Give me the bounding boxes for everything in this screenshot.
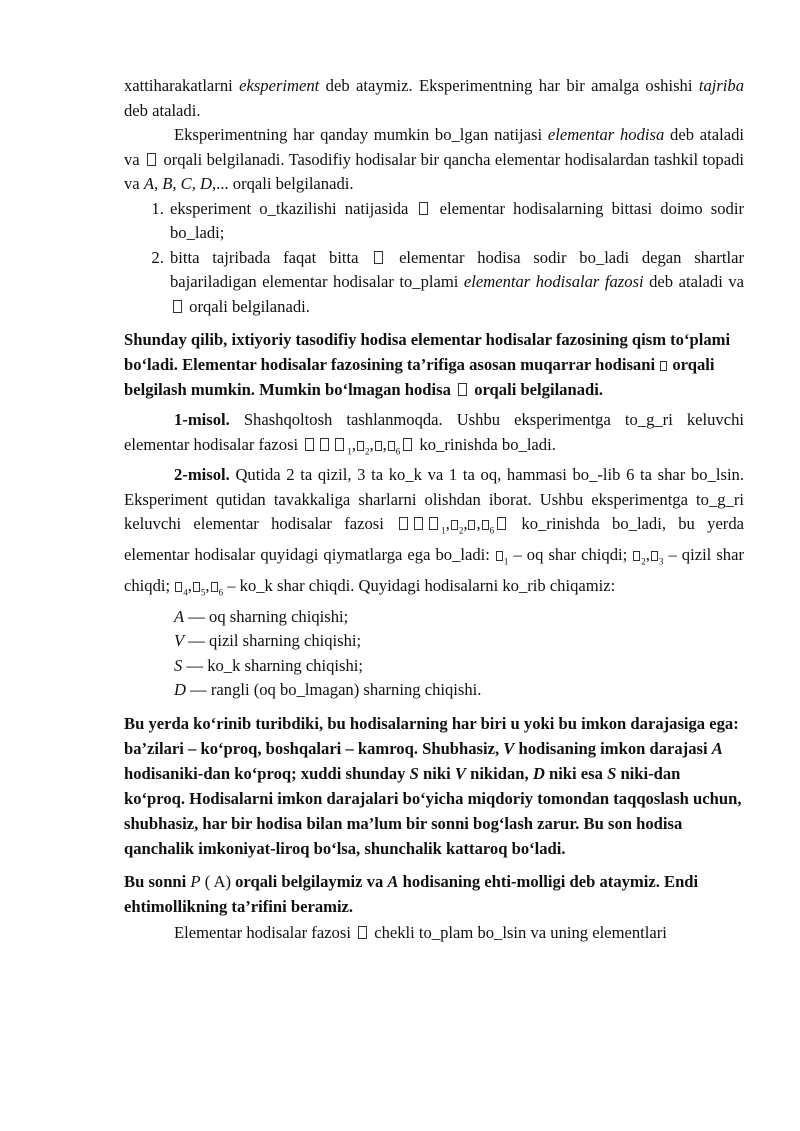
missing-glyph-box (414, 517, 423, 530)
subscript: 5 (200, 587, 206, 598)
example-2: 2-misol. Qutida 2 ta qizil, 3 ta ko_k va 1 ta oq, hammasi bo_-lib 6 ta shar bo_lsin. Eksperiment qutidan tavakkaliga sharlarni olishdan iborat. Ushbu eksperimentga to_g_ri keluvchi elementar hodisalar fazosi $_1$, $_2$, , $_6$ ko_rinishda bo_ladi, bu yerda elementar hodisalar quyidagi qiymatlarga ega bo_ladi: $_1$ – oq shar chiqdi; $_2$, $_3$ – qizil shar chiqdi; $_4$, $_5$, $_6$ – ko_k shar chiqdi. Quyidagi hodisalarni ko_rib chiqamiz: (124, 465, 744, 598)
text: Bu sonni (124, 871, 191, 891)
subscript: 2 (641, 556, 646, 567)
text: ... orqali belgilanadi. (216, 174, 354, 193)
text: — ko_k sharning chiqishi; (182, 655, 363, 675)
bold-paragraph-subsets (124, 327, 744, 402)
term-eksperiment: eksperiment (239, 76, 320, 95)
text: Eksperimentning har qanday mumkin bo_lgan natijasi (174, 125, 548, 144)
subscript: 1 (441, 525, 446, 536)
text: deb ataladi va (643, 272, 744, 291)
event-letter: V (503, 738, 515, 758)
text: — qizil sharning chiqishi; (184, 631, 362, 651)
subscript: 4 (183, 587, 188, 598)
subscript: 3 (658, 556, 664, 567)
missing-glyph-box (320, 438, 329, 451)
text: — oq sharning chiqishi; (184, 606, 349, 626)
subscript: 6 (489, 525, 495, 536)
event-line (124, 629, 744, 654)
paragraph-elementary-event (124, 123, 744, 197)
missing-glyph-box (419, 202, 428, 215)
text: elementar hodisa sodir bo_ladi degan shartlar bajariladigan elementar hodisalar to_plami (170, 247, 745, 291)
events-list (124, 605, 744, 703)
bold-paragraph-probability (124, 869, 744, 919)
event-letter: S (607, 763, 617, 783)
text: Bu yerda ko‘rinib turibdiki, bu hodisalarning har biri u yoki bu imkon darajasiga ega: ba’zilari – ko‘proq, boshqalari – kamroq. Shubhasiz, (124, 713, 739, 758)
subscript: 6 (218, 587, 224, 598)
subscript: 6 (395, 445, 401, 456)
text: niki-dan ko‘proq. Hodisalarni imkon darajalari bo‘yicha miqdoriy tomondan taqqoslash uchun, shubhasiz, har bir hodisa bilan ma’lum bir sonni bog‘lash zarur. Bu son hodisa qanchalik imkoniyat-liroq bo‘lsa, shunchalik kattaroq bo‘ladi. (124, 763, 742, 858)
text: — rangli (oq bo_lmagan) sharning chiqishi. (185, 680, 482, 700)
missing-glyph-box (651, 551, 658, 561)
event-letter: A (387, 871, 399, 891)
missing-glyph-box (403, 438, 412, 451)
event-letters: A, B, C, D, (143, 174, 217, 193)
missing-glyph-box (305, 438, 314, 451)
event-letter: V (174, 631, 185, 651)
event-line (124, 678, 744, 703)
text: orqali belgilash mumkin. Mumkin bo‘lmagan hodisa (124, 355, 715, 399)
text: Qutida 2 ta qizil, 3 ta ko_k va 1 ta oq, hammasi bo_-lib 6 ta shar bo_lsin. Eksperiment qutidan tavakkaliga sharlarni olishdan iborat. Ushbu eksperimentga to_g_ri keluvchi elementar hodisalar fazosi (124, 465, 744, 534)
missing-glyph-box (375, 441, 382, 451)
text: ( A) (200, 871, 231, 891)
text: – oq shar chiqdi; (508, 545, 633, 565)
missing-glyph-box (633, 551, 640, 561)
text: Shunday qilib, ixtiyoriy tasodifiy hodisa elementar hodisalar fazosining qism to‘plami bo‘ladi. Elementar hodisalar fazosining ta’rifiga asosan muqarrar hodisani (124, 330, 731, 374)
text: elementar hodisalarning bittasi doimo sodir bo_ladi; (170, 198, 744, 242)
event-line (124, 654, 744, 679)
missing-glyph-box (429, 517, 438, 530)
list-item (168, 197, 744, 246)
missing-glyph-box (374, 251, 383, 264)
subscript: 2 (364, 445, 370, 456)
missing-glyph-box (358, 926, 367, 939)
subscript: 1 (347, 445, 352, 456)
text: eksperiment o_tkazilishi natijasida (170, 198, 417, 218)
event-letter: S (174, 655, 183, 675)
subscript: 1 (503, 556, 509, 567)
missing-glyph-box (660, 361, 667, 371)
term-tajriba: tajriba (698, 76, 745, 95)
missing-glyph-box (451, 520, 458, 530)
missing-glyph-box (497, 517, 506, 530)
text: orqali belgilanadi. (470, 380, 603, 399)
missing-glyph-box (496, 551, 503, 561)
text: hodisaniki-dan ko‘proq; xuddi shunday (124, 763, 410, 783)
text: deb ataymiz. Eksperimentning har bir amalga oshishi (319, 76, 699, 95)
text: orqali belgilaymiz va (230, 871, 388, 891)
event-letter: D (532, 763, 545, 783)
term-fazo: elementar hodisalar fazosi (463, 272, 644, 291)
event-line (124, 605, 744, 630)
term-elementar-hodisa: elementar hodisa (547, 125, 665, 144)
conditions-list (124, 197, 744, 320)
missing-glyph-box (388, 441, 395, 451)
text: – ko_k shar chiqdi. Quyidagi hodisalarni ko_rib chiqamiz: (223, 575, 616, 595)
missing-glyph-box (458, 383, 467, 396)
list-item (168, 246, 744, 320)
event-letter: A (174, 606, 185, 626)
missing-glyph-box (468, 520, 475, 530)
paragraph-last (124, 921, 744, 946)
text: xattiharakatlarni (124, 76, 240, 95)
text: ko_rinishda bo_ladi. (415, 434, 556, 454)
example-label: 2-misol. (174, 465, 230, 485)
text: deb ataladi. (124, 100, 201, 120)
text: deb ataladi va (124, 125, 744, 169)
missing-glyph-box (193, 582, 200, 592)
missing-glyph-box (175, 582, 182, 592)
probability-symbol: P (190, 871, 201, 891)
example-label: 1-misol. (174, 410, 230, 429)
missing-glyph-box (211, 582, 218, 592)
bold-paragraph-possibility (124, 711, 744, 861)
missing-glyph-box (482, 520, 489, 530)
text: niki (418, 763, 455, 783)
text: bitta tajribada faqat bitta (170, 247, 372, 267)
document-page (124, 74, 744, 945)
missing-glyph-box (399, 517, 408, 530)
text: orqali belgilanadi. (185, 296, 310, 316)
text: – qizil shar chiqdi; (124, 545, 744, 595)
missing-glyph-box (173, 300, 182, 313)
example-1: 1-misol. Shashqoltosh tashlanmoqda. Ushbu eksperimentga to_g_ri keluvchi elementar hodisalar fazosi $_1$, $_2$, , $_6$ ko_rinishda bo_ladi. (124, 410, 744, 456)
text: ko_rinishda bo_ladi, bu yerda elementar hodisalar quyidagi qiymatlarga ega bo_ladi: (124, 514, 744, 565)
missing-glyph-box (335, 438, 344, 451)
text: Shashqoltosh tashlanmoqda. Ushbu eksperimentga to_g_ri keluvchi elementar hodisalar fazosi (124, 410, 744, 454)
paragraph-experiment (124, 74, 744, 123)
subscript: 2 (458, 525, 464, 536)
event-letter: V (454, 763, 466, 783)
text: nikidan, (465, 763, 533, 783)
event-letter: A (711, 738, 723, 758)
text: niki esa (544, 763, 608, 783)
text: Elementar hodisalar fazosi (174, 922, 356, 942)
event-letter: S (409, 763, 419, 783)
event-letter: D (174, 680, 186, 700)
text: orqali belgilanadi. Tasodifiy hodisalar bir qancha elementar hodisalardan tashkil topadi va (124, 149, 744, 193)
missing-glyph-box (147, 153, 156, 166)
text: hodisaning ehti-molligi deb ataymiz. Endi ehtimollikning ta’rifini beramiz. (124, 871, 699, 916)
text: hodisaning imkon darajasi (514, 738, 712, 758)
text: chekli to_plam bo_lsin va uning elementlari (370, 922, 667, 942)
missing-glyph-box (357, 441, 364, 451)
